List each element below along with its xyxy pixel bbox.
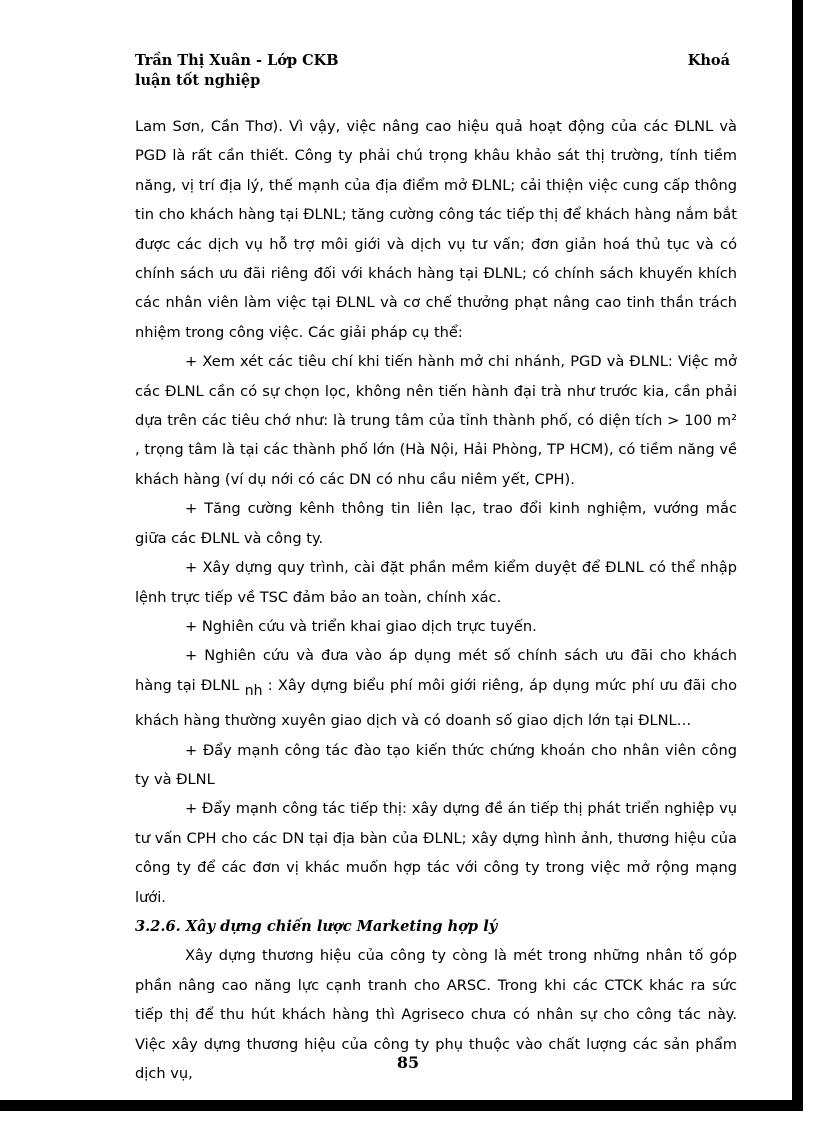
paragraph: + Tăng cường kênh thông tin liên lạc, trao đổi kinh nghiệm, vướng mắc giữa các ĐLNL và công ty.	[135, 500, 737, 547]
header-luan: luận tốt nghiệp	[135, 72, 261, 89]
document-body	[135, 112, 737, 1088]
paragraph	[135, 641, 737, 735]
paragraph-text: : Xây dựng biểu phí môi giới riêng, áp dụng mức phí ưu đãi cho khách hàng thường xuyên giao dịch và có doanh số giao dịch lớn tại ĐLNL…	[135, 676, 737, 730]
subscript-text: nh	[244, 682, 263, 699]
paragraph: Xây dựng thương hiệu của công ty còng là mét trong những nhân tố góp phần nâng cao năng lực cạnh tranh cho ARSC. Trong khi các CTCK khác ra sức tiếp thị để thu hút khách hàng thì Agriseco chưa có nhân sự cho công tác này. Việc xây dựng thương hiệu của công ty phụ thuộc vào chất lượng các sản phẩm dịch vụ,	[135, 947, 737, 1082]
paragraph-text: + Nghiên cứu và đưa vào áp dụng mét số chính sách ưu đãi cho khách hàng tại ĐLNL	[135, 647, 737, 694]
header-khoa: Khoá	[687, 52, 730, 69]
paragraph: + Đẩy mạnh công tác đào tạo kiến thức chứng khoán cho nhân viên công ty và ĐLNL	[135, 741, 737, 788]
header-author: Trần Thị Xuân - Lớp CKB	[135, 52, 339, 69]
paragraph: + Xây dựng quy trình, cài đặt phần mềm kiểm duyệt để ĐLNL có thể nhập lệnh trực tiếp về TSC đảm bảo an toàn, chính xác.	[135, 559, 737, 606]
paragraph: Lam Sơn, Cần Thơ). Vì vậy, việc nâng cao hiệu quả hoạt động của các ĐLNL và PGD là rất cần thiết. Công ty phải chú trọng khâu khảo sát thị trường, tính tiềm năng, vị trí địa lý, thế mạnh của địa điểm mở ĐLNL; cải thiện việc cung cấp thông tin cho khách hàng tại ĐLNL; tăng cường công tác tiếp thị để khách hàng nắm bắt được các dịch vụ hỗ trợ môi giới và dịch vụ tư vấn; đơn giản hoá thủ tục và có chính sách ưu đãi riêng đối với khách hàng tại ĐLNL; có chính sách khuyến khích các nhân viên làm việc tại ĐLNL và cơ chế thưởng phạt nâng cao tinh thần trách nhiệm trong công việc. Các giải pháp cụ thể:	[135, 118, 737, 341]
paragraph: + Nghiên cứu và triển khai giao dịch trực tuyến.	[185, 617, 537, 635]
section-heading: 3.2.6. Xây dựng chiến lược Marketing hợp lý	[135, 917, 498, 935]
paragraph: + Đẩy mạnh công tác tiếp thị: xây dựng đề án tiếp thị phát triển nghiệp vụ tư vấn CPH cho các DN tại địa bàn của ĐLNL; xây dựng hình ảnh, thương hiệu của công ty để các đơn vị khác muốn hợp tác với công ty trong việc mở rộng mạng lưới.	[135, 800, 737, 906]
paragraph: + Xem xét các tiêu chí khi tiến hành mở chi nhánh, PGD và ĐLNL: Việc mở các ĐLNL cần có sự chọn lọc, không nên tiến hành đại trà như trước kia, cần phải dựa trên các tiêu chớ như: là trung tâm của tỉnh thành phố, có diện tích > 100 m² , trọng tâm là tại các thành phố lớn (Hà Nội, Hải Phòng, TP HCM), có tiềm năng về khách hàng (ví dụ nới có các DN có nhu cầu niêm yết, CPH).	[135, 353, 737, 488]
page-number: 85	[396, 1053, 420, 1072]
